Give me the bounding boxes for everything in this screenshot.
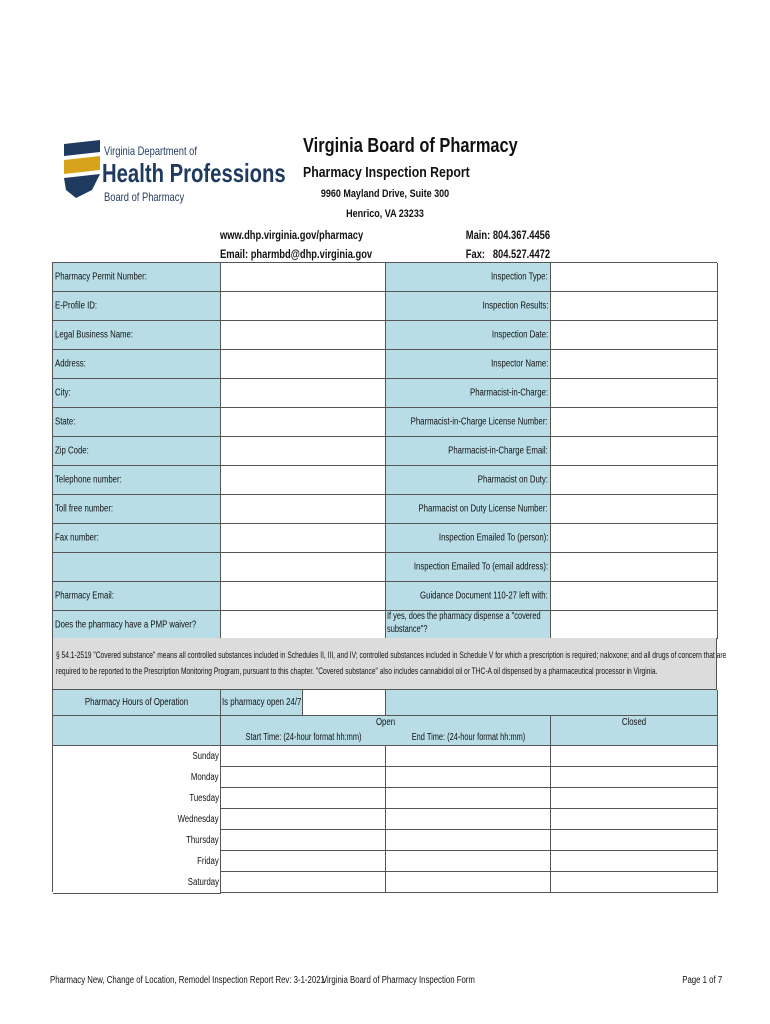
- right-value-input[interactable]: [551, 408, 718, 437]
- open247-label: Is pharmacy open 24/7: [222, 697, 302, 708]
- fax-number: Fax: 804.527.4472: [465, 247, 550, 261]
- left-label-cell: [53, 553, 221, 582]
- right-value-input[interactable]: [551, 495, 718, 524]
- end-time-input[interactable]: [386, 788, 551, 809]
- left-value-input[interactable]: [221, 524, 386, 553]
- left-value-input[interactable]: [221, 553, 386, 582]
- footer-left: Pharmacy New, Change of Location, Remodel Inspection Report Rev: 3-1-2021: [50, 975, 325, 986]
- left-value-input[interactable]: [221, 408, 386, 437]
- right-value-input[interactable]: [551, 553, 718, 582]
- right-value-input[interactable]: [551, 466, 718, 495]
- right-field-label: Inspection Emailed To (person):: [438, 532, 548, 544]
- day-column-bottom-border: [53, 893, 221, 894]
- logo-line2: Health Professions: [102, 158, 286, 188]
- right-value-input[interactable]: [551, 321, 718, 350]
- day-label-cell: [53, 851, 221, 872]
- left-value-input[interactable]: [221, 437, 386, 466]
- closed-header-cell: [551, 716, 718, 746]
- statute-line1: § 54.1-2519 "Covered substance" means all controlled substances included in Schedules II, III, and IV; controlled substances included in Schedule V for which a prescription is required; naloxone; and all drugs of concern that are: [56, 650, 727, 661]
- left-value-input[interactable]: [221, 582, 386, 611]
- info-grid: [52, 262, 717, 638]
- start-time-input[interactable]: [221, 746, 386, 767]
- address-line2: Henrico, VA 23233: [346, 208, 424, 220]
- right-label-cell: [386, 350, 551, 379]
- start-time-input[interactable]: [221, 809, 386, 830]
- day-label-cell: [53, 788, 221, 809]
- right-field-label: Pharmacist on Duty License Number:: [418, 503, 548, 515]
- left-field-label: E-Profile ID:: [55, 300, 98, 312]
- right-field-label: Pharmacist-in-Charge Email:: [448, 445, 548, 457]
- left-label-cell: [53, 582, 221, 611]
- closed-input[interactable]: [551, 851, 718, 872]
- right-label-cell: [386, 553, 551, 582]
- start-time-header: Start Time: (24-hour format hh:mm): [245, 732, 362, 743]
- website-link[interactable]: www.dhp.virginia.gov/pharmacy: [220, 228, 364, 242]
- hours-table: [52, 690, 717, 892]
- start-time-input[interactable]: [221, 830, 386, 851]
- right-label-cell: [386, 582, 551, 611]
- left-field-label: Legal Business Name:: [55, 329, 134, 341]
- day-label-cell: [53, 746, 221, 767]
- pmp-question-cell: [53, 611, 221, 639]
- left-field-label: Zip Code:: [55, 445, 89, 457]
- right-field-label: Pharmacist on Duty:: [477, 474, 548, 486]
- day-label-cell: [53, 809, 221, 830]
- left-label-cell: [53, 379, 221, 408]
- day-label: Saturday: [187, 877, 219, 888]
- end-time-input[interactable]: [386, 809, 551, 830]
- main-phone: Main: 804.367.4456: [465, 228, 550, 242]
- end-time-input[interactable]: [386, 767, 551, 788]
- left-field-label: Telephone number:: [55, 474, 122, 486]
- pmp-followup-label: substance"?: [387, 624, 428, 635]
- start-time-input[interactable]: [221, 767, 386, 788]
- right-label-cell: [386, 466, 551, 495]
- end-time-input[interactable]: [386, 872, 551, 893]
- right-value-input[interactable]: [551, 582, 718, 611]
- logo-line1: Virginia Department of: [104, 144, 197, 158]
- pmp-waiver-input[interactable]: [221, 611, 386, 639]
- left-label-cell: [53, 495, 221, 524]
- left-field-label: Pharmacy Email:: [55, 590, 114, 602]
- day-label: Thursday: [186, 835, 219, 846]
- right-label-cell: [386, 321, 551, 350]
- left-value-input[interactable]: [221, 350, 386, 379]
- start-time-input[interactable]: [221, 872, 386, 893]
- open247-input[interactable]: [303, 690, 386, 716]
- hours-title-cell: [53, 690, 221, 716]
- dhp-shield-icon: [62, 140, 102, 202]
- closed-input[interactable]: [551, 872, 718, 893]
- hours-blank-header: [53, 716, 221, 746]
- closed-header: Closed: [621, 717, 647, 728]
- right-value-input[interactable]: [551, 524, 718, 553]
- right-value-input[interactable]: [551, 379, 718, 408]
- statute-box: [52, 638, 727, 690]
- open247-label-cell: [221, 690, 303, 716]
- pmp-question-label: Does the pharmacy have a PMP waiver?: [55, 619, 197, 630]
- right-value-input[interactable]: [551, 292, 718, 321]
- closed-input[interactable]: [551, 767, 718, 788]
- left-label-cell: [53, 466, 221, 495]
- statute-line2: required to be reported to the Prescription Monitoring Program, pursuant to this chapter. "Covered substance" also includes cannabidiol oil or THC-A oil dispensed by a pharmaceutical processor in Virginia.: [56, 666, 658, 677]
- page-title: Virginia Board of Pharmacy: [303, 135, 518, 157]
- end-time-input[interactable]: [386, 830, 551, 851]
- left-label-cell: [53, 292, 221, 321]
- right-field-label: Inspection Date:: [491, 329, 548, 341]
- left-label-cell: [53, 350, 221, 379]
- day-label: Tuesday: [189, 793, 219, 804]
- left-field-label: Address:: [55, 358, 86, 370]
- open-header-cell: [221, 716, 551, 746]
- right-label-cell: [386, 263, 551, 292]
- right-field-label: Inspection Type:: [491, 271, 548, 283]
- right-label-cell: [386, 379, 551, 408]
- left-label-cell: [53, 408, 221, 437]
- day-label: Sunday: [192, 751, 219, 762]
- left-field-label: Fax number:: [55, 532, 99, 544]
- right-field-label: Pharmacist-in-Charge:: [469, 387, 548, 399]
- address-line1: 9960 Mayland Drive, Suite 300: [320, 188, 450, 200]
- left-label-cell: [53, 321, 221, 350]
- left-label-cell: [53, 524, 221, 553]
- left-value-input[interactable]: [221, 495, 386, 524]
- right-field-label: Inspection Results:: [482, 300, 548, 312]
- right-label-cell: [386, 292, 551, 321]
- closed-input[interactable]: [551, 830, 718, 851]
- start-time-input[interactable]: [221, 851, 386, 872]
- day-label: Monday: [191, 772, 219, 783]
- footer-center: Virginia Board of Pharmacy Inspection Form: [322, 975, 475, 986]
- hours-title: Pharmacy Hours of Operation: [84, 697, 189, 708]
- day-label-cell: [53, 872, 221, 893]
- left-value-input[interactable]: [221, 292, 386, 321]
- day-label: Friday: [197, 856, 219, 867]
- left-field-label: Toll free number:: [55, 503, 114, 515]
- left-field-label: Pharmacy Permit Number:: [55, 271, 147, 283]
- left-value-input[interactable]: [221, 263, 386, 292]
- closed-input[interactable]: [551, 746, 718, 767]
- pmp-followup-cell: [386, 611, 551, 639]
- right-value-input[interactable]: [551, 263, 718, 292]
- end-time-input[interactable]: [386, 851, 551, 872]
- right-label-cell: [386, 408, 551, 437]
- logo-line3: Board of Pharmacy: [104, 190, 185, 204]
- right-label-cell: [386, 437, 551, 466]
- left-label-cell: [53, 437, 221, 466]
- start-time-input[interactable]: [221, 788, 386, 809]
- dhp-logo: [62, 138, 286, 208]
- right-field-label: Pharmacist-in-Charge License Number:: [411, 416, 548, 428]
- pmp-dispense-input[interactable]: [551, 611, 718, 639]
- right-field-label: Guidance Document 110-27 left with:: [420, 590, 548, 602]
- right-label-cell: [386, 495, 551, 524]
- right-value-input[interactable]: [551, 437, 718, 466]
- day-label-cell: [53, 830, 221, 851]
- right-field-label: Inspector Name:: [490, 358, 548, 370]
- page-subtitle: Pharmacy Inspection Report: [303, 164, 470, 181]
- footer-right: Page 1 of 7: [682, 975, 722, 986]
- right-value-input[interactable]: [551, 350, 718, 379]
- left-value-input[interactable]: [221, 379, 386, 408]
- left-label-cell: [53, 263, 221, 292]
- left-field-label: City:: [55, 387, 71, 399]
- email-link[interactable]: Email: pharmbd@dhp.virginia.gov: [220, 247, 373, 261]
- left-value-input[interactable]: [221, 466, 386, 495]
- right-field-label: Inspection Emailed To (email address):: [413, 561, 548, 573]
- closed-input[interactable]: [551, 809, 718, 830]
- open-header: Open: [375, 717, 396, 728]
- left-value-input[interactable]: [221, 321, 386, 350]
- end-time-input[interactable]: [386, 746, 551, 767]
- right-label-cell: [386, 524, 551, 553]
- closed-input[interactable]: [551, 788, 718, 809]
- day-label: Wednesday: [177, 814, 219, 825]
- day-label-cell: [53, 767, 221, 788]
- hours-header-filler: [386, 690, 718, 716]
- end-time-header: End Time: (24-hour format hh:mm): [411, 732, 526, 743]
- pmp-followup-label: If yes, does the pharmacy dispense a "covered: [387, 611, 541, 622]
- left-field-label: State:: [55, 416, 76, 428]
